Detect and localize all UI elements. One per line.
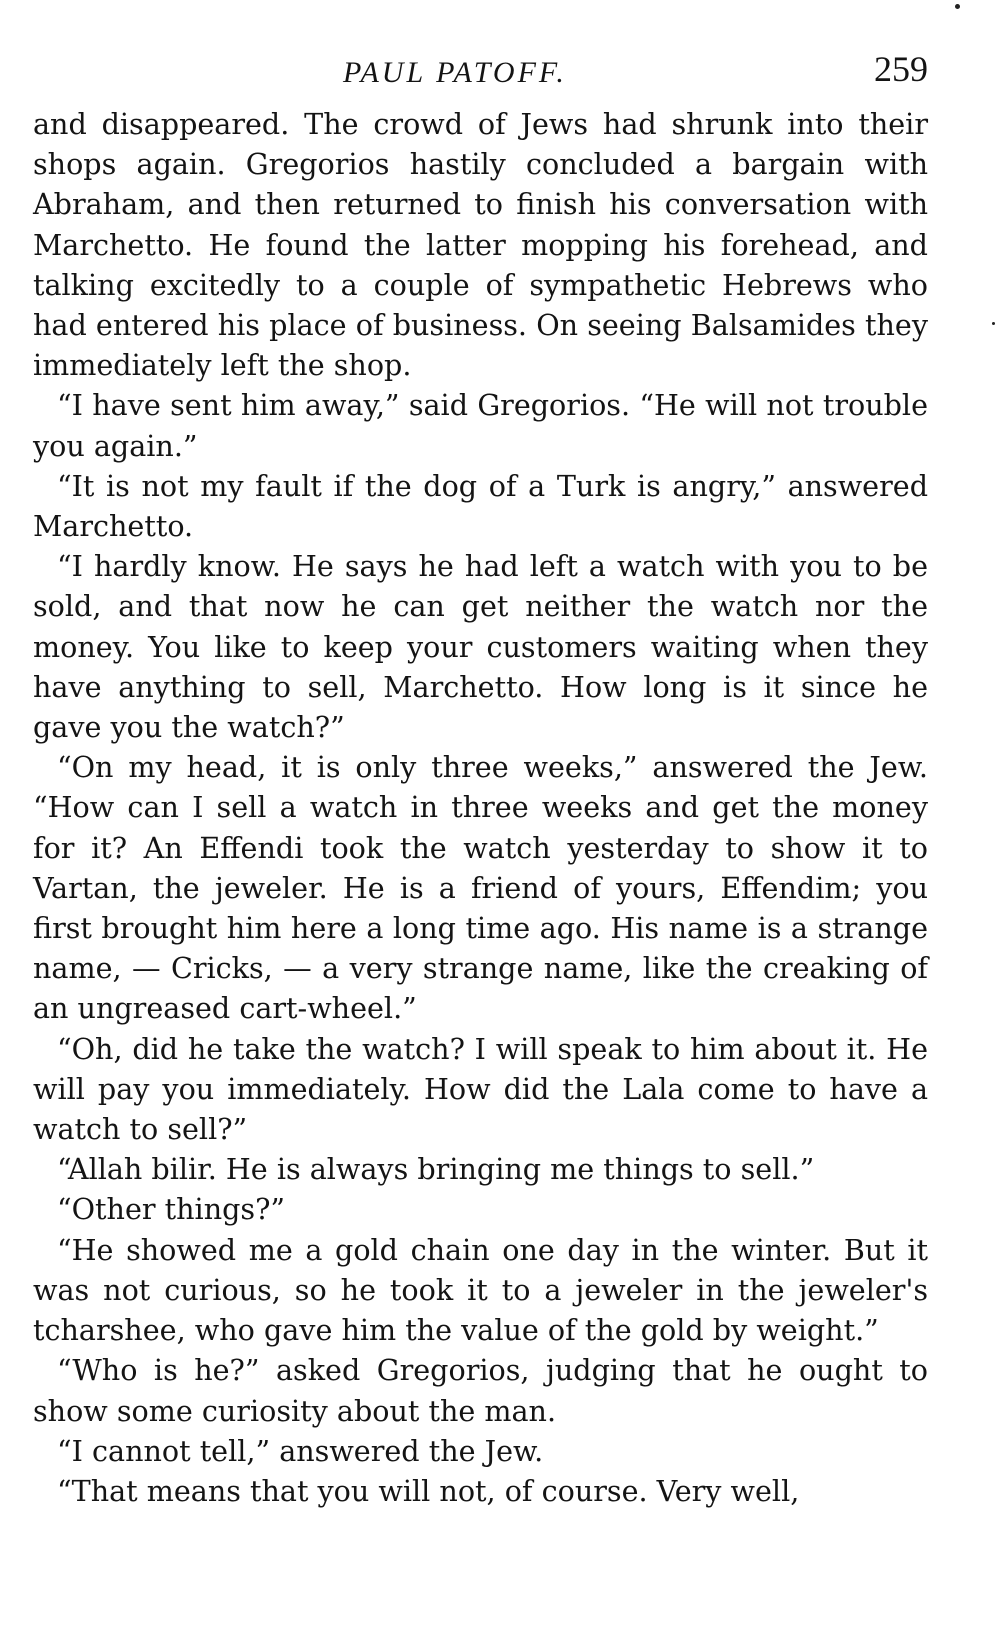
paragraph: “I cannot tell,” answered the Jew. (57, 1433, 544, 1468)
page-number: 259 (874, 49, 928, 89)
paragraph: “I have sent him away,” said Gregorios. “He will not trouble you again.” (33, 388, 928, 463)
paragraph: “It is not my fault if the dog of a Turk is angry,” answered Marchetto. (33, 468, 928, 544)
paragraph: “I hardly know. He says he had left a watch with you to be sold, and that now he can get neither the watch nor the money. You like to keep your customers waiting when they have anything to sell, Marchetto. How long is it since he gave you the watch?” (33, 549, 928, 745)
paragraph: “Who is he?” asked Gregorios, judging that he ought to show some curiosity about the man. (33, 1353, 928, 1428)
body-text (33, 104, 928, 1511)
paragraph: “On my head, it is only three weeks,” answered the Jew. “How can I sell a watch in three weeks and get the money for it? An Effendi took the watch yesterday to show it to Vartan, the jeweler. He is a friend of yours, Effendim; you first brought him here a long time ago. His name is a strange name, — Cricks, — a very strange name, like the creaking of an ungreased cart-wheel.” (33, 750, 928, 1026)
paragraph: “He showed me a gold chain one day in the winter. But it was not curious, so he took it to a jeweler in the jeweler's tcharshee, who gave him the value of the gold by weight.” (33, 1232, 928, 1348)
ink-speck (955, 4, 960, 9)
ink-speck (992, 322, 995, 325)
running-title: PAUL PATOFF. (343, 56, 567, 89)
paragraph: “Other things?” (57, 1192, 286, 1227)
paragraph: and disappeared. The crowd of Jews had shrunk into their shops again. Gregorios hastily concluded a bargain with Abraham, and then returned to finish his conversation with Marchetto. He found the latter mopping his forehead, and talking excitedly to a couple of sympathetic Hebrews who had entered his place of business. On seeing Balsamides they immediately left the shop. (33, 107, 928, 383)
paragraph: “Allah bilir. He is always bringing me things to sell.” (57, 1152, 815, 1187)
page-header (33, 48, 928, 100)
paragraph: “That means that you will not, of course. Very well, (57, 1473, 800, 1508)
paragraph: “Oh, did he take the watch? I will speak to him about it. He will pay you immediately. How did the Lala come to have a watch to sell?” (33, 1031, 928, 1147)
